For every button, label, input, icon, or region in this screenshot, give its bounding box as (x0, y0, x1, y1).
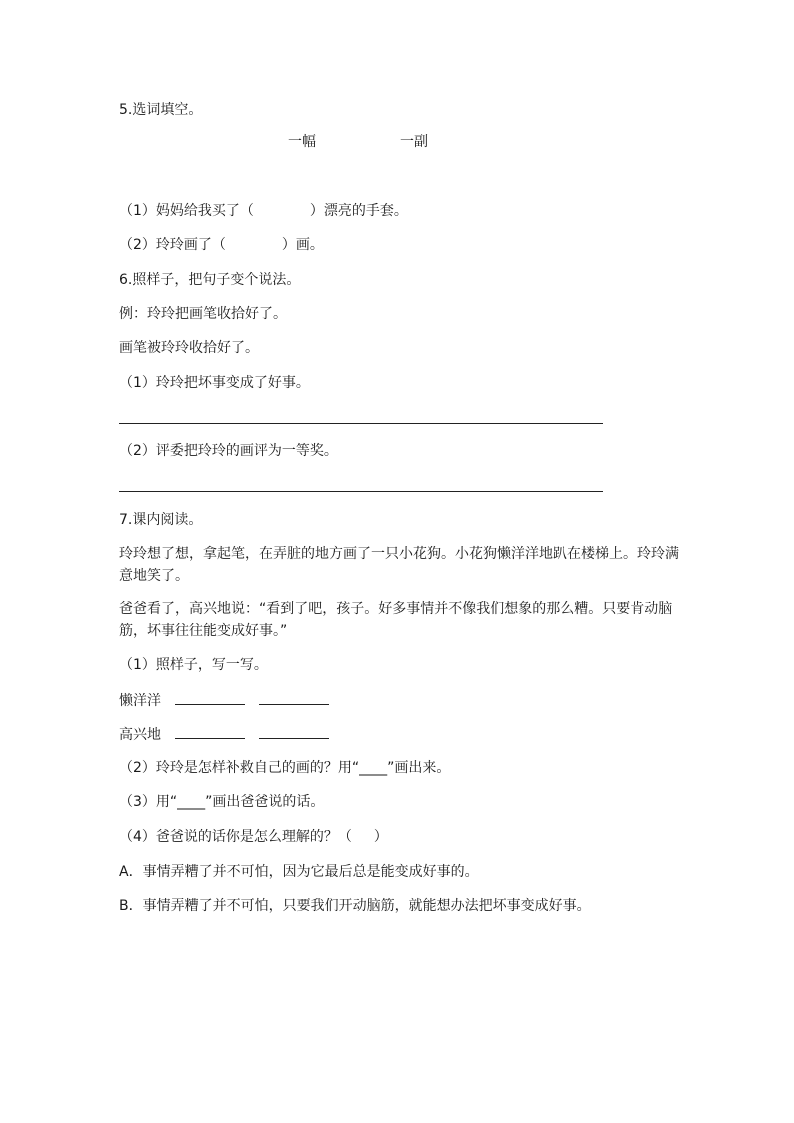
q7-word-row-2 (119, 724, 329, 745)
q7-passage-2: 爸爸看了，高兴地说：“看到了吧，孩子。好多事情并不像我们想象的那么糟。只要肯动脑筋，坏事往往能变成好事。” (119, 601, 673, 639)
q5-item-2-before: （2）玲玲画了（ (119, 237, 226, 253)
q6-answer-line-1[interactable] (119, 423, 603, 424)
q6-item-1: （1）玲玲把坏事变成了好事。 (119, 375, 310, 391)
q7-word-row-1 (119, 690, 329, 711)
q5-item-1-before: （1）妈妈给我买了（ (119, 203, 254, 219)
q6-example: 例：玲玲把画笔收拾好了。 (119, 306, 287, 322)
q7-passage-1: 玲玲想了想，拿起笔，在弄脏的地方画了一只小花狗。小花狗懒洋洋地趴在楼梯上。玲玲满意地笑了。 (119, 546, 679, 584)
q7-word-2-blank-a[interactable] (175, 724, 245, 739)
q7-sub-1: （1）照样子，写一写。 (119, 657, 268, 673)
q7-sub-4 (119, 827, 388, 847)
word-option-2: 一副 (400, 134, 428, 150)
q6-example-answer: 画笔被玲玲收拾好了。 (119, 340, 259, 356)
q6-title: 6.照样子，把句子变个说法。 (119, 272, 301, 288)
q7-word-1: 懒洋洋 (119, 693, 161, 709)
q5-item-1 (119, 201, 408, 221)
q7-sub-2: （2）玲玲是怎样补救自己的画的？用“____”画出来。 (119, 760, 451, 776)
q7-word-2-blank-b[interactable] (259, 724, 329, 739)
q5-item-2-after: ）画。 (281, 237, 324, 253)
q7-word-1-blank-a[interactable] (175, 690, 245, 705)
word-option-1: 一幅 (288, 134, 316, 150)
q7-sub-4-end: ） (373, 829, 388, 845)
q7-word-1-blank-b[interactable] (259, 690, 329, 705)
q5-item-2 (119, 235, 324, 255)
q7-word-2: 高兴地 (119, 727, 161, 743)
q6-answer-line-2[interactable] (119, 491, 603, 492)
q7-choice-a[interactable]: A．事情弄糟了并不可怕，因为它最后总是能变成好事的。 (119, 864, 479, 880)
q5-title: 5.选词填空。 (119, 102, 203, 118)
q5-item-1-after: ）漂亮的手套。 (309, 203, 408, 219)
q7-choice-b[interactable]: B．事情弄糟了并不可怕，只要我们开动脑筋，就能想办法把坏事变成好事。 (119, 898, 591, 914)
q7-sub-3: （3）用“____”画出爸爸说的话。 (119, 794, 325, 810)
q7-sub-4-text: （4）爸爸说的话你是怎么理解的？（ (119, 829, 352, 845)
q6-item-2: （2）评委把玲玲的画评为一等奖。 (119, 443, 338, 459)
q7-title: 7.课内阅读。 (119, 512, 203, 528)
